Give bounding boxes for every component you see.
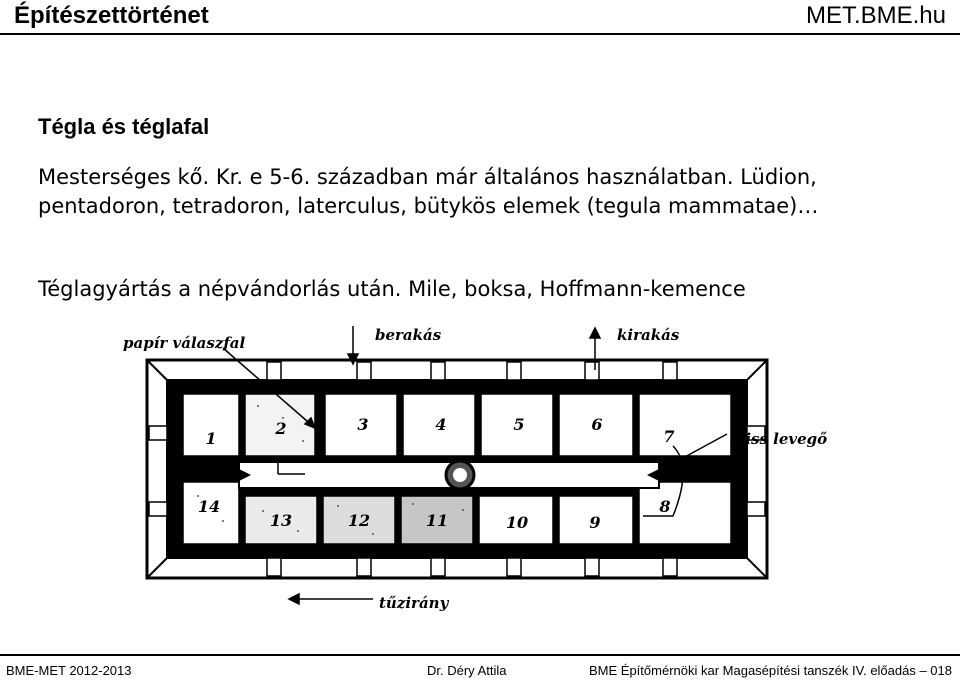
svg-text:3: 3 [357, 415, 369, 434]
label-unloading: kirakás [617, 326, 680, 344]
paragraph-history: Mesterséges kő. Kr. e 5-6. században már általános használatban. Lüdion, pentadoron, tetradoron, laterculus, bütykös elemek (tegula mammatae)… [38, 165, 819, 218]
course-title: Építészettörténet [14, 2, 209, 29]
svg-text:6: 6 [591, 415, 603, 434]
svg-text:5: 5 [513, 415, 525, 434]
slide-header [0, 0, 960, 34]
header-divider [0, 33, 960, 35]
chamber-7 [639, 394, 731, 456]
site-name: MET.BME.hu [805, 2, 946, 29]
svg-text:14: 14 [197, 497, 221, 516]
svg-text:11: 11 [425, 511, 449, 530]
svg-text:1: 1 [205, 429, 217, 448]
slide-footer [0, 654, 960, 682]
footer-divider [0, 654, 960, 656]
svg-text:2: 2 [275, 419, 287, 438]
svg-text:9: 9 [589, 513, 601, 532]
section-heading: Tégla és téglafal [38, 114, 210, 139]
label-fresh-air: friss levegő [731, 430, 828, 448]
svg-text:10: 10 [505, 513, 529, 532]
svg-text:12: 12 [347, 511, 371, 530]
hoffmann-kiln-diagram [83, 306, 883, 642]
svg-text:4: 4 [435, 415, 447, 434]
paragraph-manufacturing: Téglagyártás a népvándorlás után. Mile, boksa, Hoffmann-kemence [38, 277, 746, 301]
footer-course: BME-MET 2012-2013 [6, 663, 132, 678]
label-partition: papír válaszfal [123, 334, 246, 352]
label-loading: berakás [375, 326, 442, 344]
svg-text:7: 7 [663, 427, 675, 446]
footer-author: Dr. Déry Attila [427, 663, 507, 678]
footer-lecture: BME Építőmérnöki kar Magasépítési tanszék IV. előadás – 018 [589, 663, 952, 678]
label-fire-direction: tűzirány [379, 594, 449, 612]
svg-text:8: 8 [659, 497, 671, 516]
chamber-8 [639, 482, 731, 544]
svg-text:13: 13 [269, 511, 293, 530]
